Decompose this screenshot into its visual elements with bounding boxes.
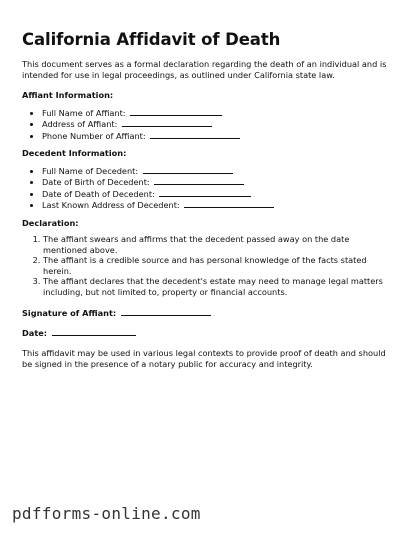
declaration-heading: Declaration:: [22, 217, 79, 228]
list-item: [42, 130, 394, 142]
list-item: [42, 165, 394, 177]
list-item: [42, 118, 394, 130]
list-item: 2. The affiant is a credible source and has personal knowledge of the facts stated herein.: [43, 255, 394, 276]
list-item: [42, 188, 394, 200]
decedent-name-label: Full Name of Decedent:: [42, 165, 139, 176]
affidavit-document: [22, 30, 394, 369]
list-item: [42, 199, 394, 211]
signature-label: Signature of Affiant:: [22, 308, 117, 318]
decedent-birth-blank: [154, 176, 244, 185]
affiant-field-list: [22, 107, 394, 142]
decedent-death-blank: [159, 188, 251, 197]
signature-blank: [121, 307, 211, 316]
decedent-address-blank: [184, 199, 274, 208]
date-row: [22, 327, 394, 339]
decedent-birth-label: Date of Birth of Decedent:: [42, 177, 150, 187]
affiant-address-label: Address of Affiant:: [42, 119, 118, 129]
declaration-list: [22, 234, 394, 297]
list-item: [42, 107, 394, 119]
affiant-heading: Affiant Information:: [22, 90, 114, 100]
affiant-phone-label: Phone Number of Affiant:: [42, 130, 146, 141]
intro-paragraph: This document serves as a formal declaration regarding the death of an individual and is intended for use in legal proceedings, as outlined under California state law.: [22, 59, 387, 80]
list-item: 1. The affiant swears and affirms that the decedent passed away on the date mentioned above.: [43, 234, 394, 255]
list-item: [42, 176, 394, 188]
closing-paragraph: This affidavit may be used in various legal contexts to provide proof of death and should be signed in the presence of a notary public for accuracy and integrity.: [22, 348, 386, 369]
document-title: California Affidavit of Death: [22, 30, 281, 49]
site-watermark: pdfforms-online.com: [12, 504, 201, 523]
affiant-address-blank: [122, 118, 212, 127]
decedent-heading: Decedent Information:: [22, 148, 127, 158]
decedent-name-blank: [143, 165, 233, 174]
date-label: Date:: [22, 327, 48, 338]
date-blank: [52, 327, 136, 336]
affiant-name-label: Full Name of Affiant:: [42, 107, 126, 118]
list-item: 3. The affiant declares that the decedent's estate may need to manage legal matters including, but not limited to, property or financial accounts.: [43, 276, 394, 297]
affiant-name-blank: [130, 107, 222, 116]
signature-row: [22, 307, 394, 319]
decedent-death-label: Date of Death of Decedent:: [42, 188, 155, 199]
decedent-address-label: Last Known Address of Decedent:: [42, 200, 180, 210]
decedent-field-list: [22, 165, 394, 211]
affiant-phone-blank: [150, 130, 240, 139]
